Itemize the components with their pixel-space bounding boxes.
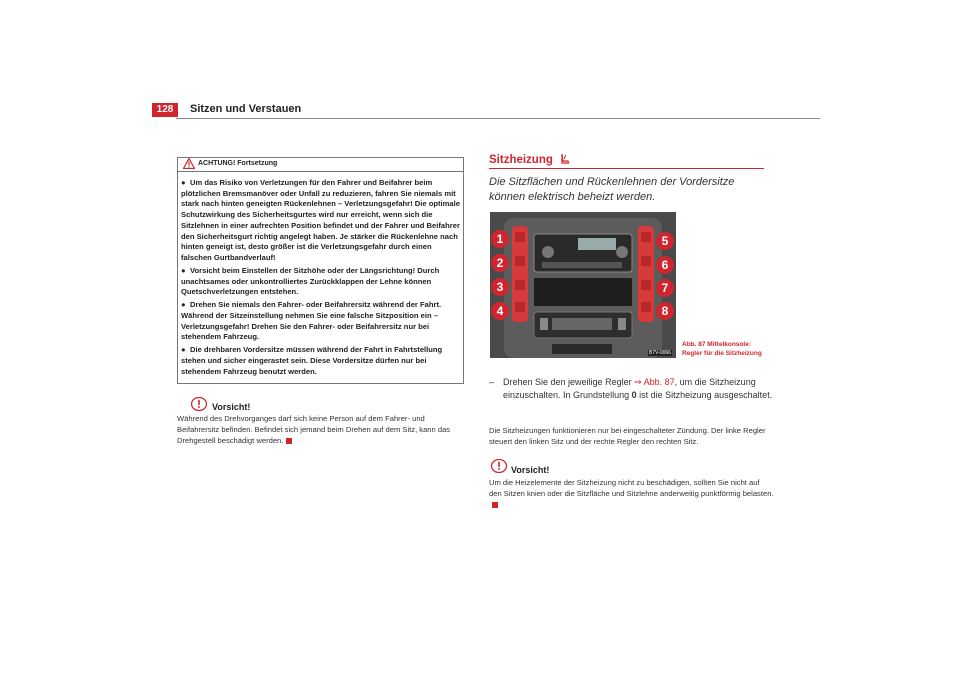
warning-item-text: Drehen Sie niemals den Fahrer- oder Beifahrersitz während der Fahrt. Während der Sitzeinstellung nehmen Sie eine falsche Sitzposition ein – Verletzungsgefahr! Drehen Sie den Fahrer- oder Beifahrersitz nur bei stehendem Fahrzeug. <box>181 300 442 342</box>
bullet-icon: ● <box>181 345 186 355</box>
step-text-part: Drehen Sie den jeweilige Regler <box>503 377 635 387</box>
info-text: Die Sitzheizungen funktionieren nur bei eingeschalteter Zündung. Der linke Regler steuert den linken Sitz und der rechte Regler den rechten Sitz. <box>489 426 766 446</box>
notice-text <box>177 414 467 446</box>
step-text-part: ist die Sitzheizung ausgeschaltet. <box>636 389 773 400</box>
step-text-part: , um die Sitzheizung einzuschalten. In Grundstellung <box>503 377 756 400</box>
callout-marker: 8 <box>656 302 674 320</box>
center-console-figure <box>490 212 676 358</box>
header-rule <box>176 118 820 119</box>
bullet-icon: ● <box>181 178 186 187</box>
chapter-title: Sitzen und Verstauen <box>190 103 302 115</box>
warning-heading: ACHTUNG! Fortsetzung <box>198 160 278 167</box>
warning-item <box>181 178 461 264</box>
callout-marker: 4 <box>491 302 509 320</box>
notice-text <box>489 478 774 510</box>
callout-marker: 5 <box>656 232 674 250</box>
warning-item <box>181 266 461 298</box>
end-mark-icon <box>286 438 292 444</box>
warning-item-text: Vorsicht beim Einstellen der Sitzhöhe oder der Längsrichtung! Durch unachtsames oder unkontrolliertes Zurückklappen der Lehne können Quetschverletzungen entstehen. <box>181 265 440 297</box>
notice-title: Vorsicht! <box>511 465 550 475</box>
figure-caption <box>682 341 762 358</box>
bullet-icon: ● <box>181 300 186 310</box>
end-mark-icon <box>492 502 498 508</box>
caution-exclamation-icon <box>191 397 207 411</box>
bullet-icon: ● <box>181 265 186 275</box>
warning-item-text: Die drehbaren Vordersitze müssen während der Fahrt in Fahrtstellung stehen und sicher eingerastet sein. Diese Vordersitze dürfen nur bei stehendem Fahrzeug benutzt werden. <box>181 345 443 376</box>
figure-code: B7V-0066 <box>649 350 671 356</box>
warning-item <box>181 300 461 343</box>
step-dash: – <box>489 377 495 387</box>
callout-marker: 6 <box>656 256 674 274</box>
notice-title: Vorsicht! <box>212 402 251 412</box>
warning-item <box>181 345 461 377</box>
instruction-step <box>489 376 774 402</box>
step-bold-value: 0 <box>631 389 637 400</box>
seat-heating-icon <box>559 153 570 165</box>
center-console-illustration <box>490 212 676 358</box>
callout-marker: 3 <box>491 278 509 296</box>
notice-text-body: Während des Drehvorganges darf sich keine Person auf dem Fahrer- und Beifahrersitz befinden. Befindet sich jemand beim Drehen auf dem Sitz, kann das Drehgestell beschädigt werden. <box>177 414 451 445</box>
warning-body <box>181 178 461 380</box>
figure-reference-link[interactable]: ⇒ Abb. 87 <box>634 377 675 387</box>
section-title-text: Sitzheizung <box>489 154 553 166</box>
step-text <box>489 376 774 402</box>
callout-marker: 1 <box>491 230 509 248</box>
figure-caption-line: Regler für die Sitzheizung <box>682 349 762 357</box>
section-rule <box>489 168 764 169</box>
caution-exclamation-icon <box>491 459 507 473</box>
callout-marker: 7 <box>656 279 674 297</box>
section-title <box>489 153 570 166</box>
warning-triangle-icon <box>183 158 195 169</box>
figure-caption-line: Abb. 87 Mittelkonsole: <box>682 341 751 348</box>
warning-item-text: Um das Risiko von Verletzungen für den Fahrer und Beifahrer beim plötzlichen Bremsmanöver oder Unfall zu reduzieren, fahren Sie niemals mit stark nach hinten geneigten Rückenlehnen – Verletzungsgefahr! Die optimale Schutzwirkung des Sicherheitsgurtes wird nur erreicht, wenn sich die Sitzlehnen in einer aufrechten Position befindet und der Fahrer und Beifahrer den Sicherheitsgurt richtig angelegt haben. Je stärker die Rückenlehne nach hinten geneigt ist, desto größer ist die Verletzungsgefahr durch einen falschen Gurtbandverlauf! <box>181 178 460 262</box>
page-number: 128 <box>152 103 178 117</box>
warning-heading-rule <box>177 171 464 172</box>
notice-text-body: Um die Heizelemente der Sitzheizung nicht zu beschädigen, sollten Sie nicht auf den Sitzen knien oder die Sitzfläche und Sitzlehne anderweitig punktförmig belasten. <box>489 478 774 498</box>
section-intro: Die Sitzflächen und Rückenlehnen der Vordersitze können elektrisch beheizt werden. <box>489 176 735 203</box>
callout-marker: 2 <box>491 254 509 272</box>
